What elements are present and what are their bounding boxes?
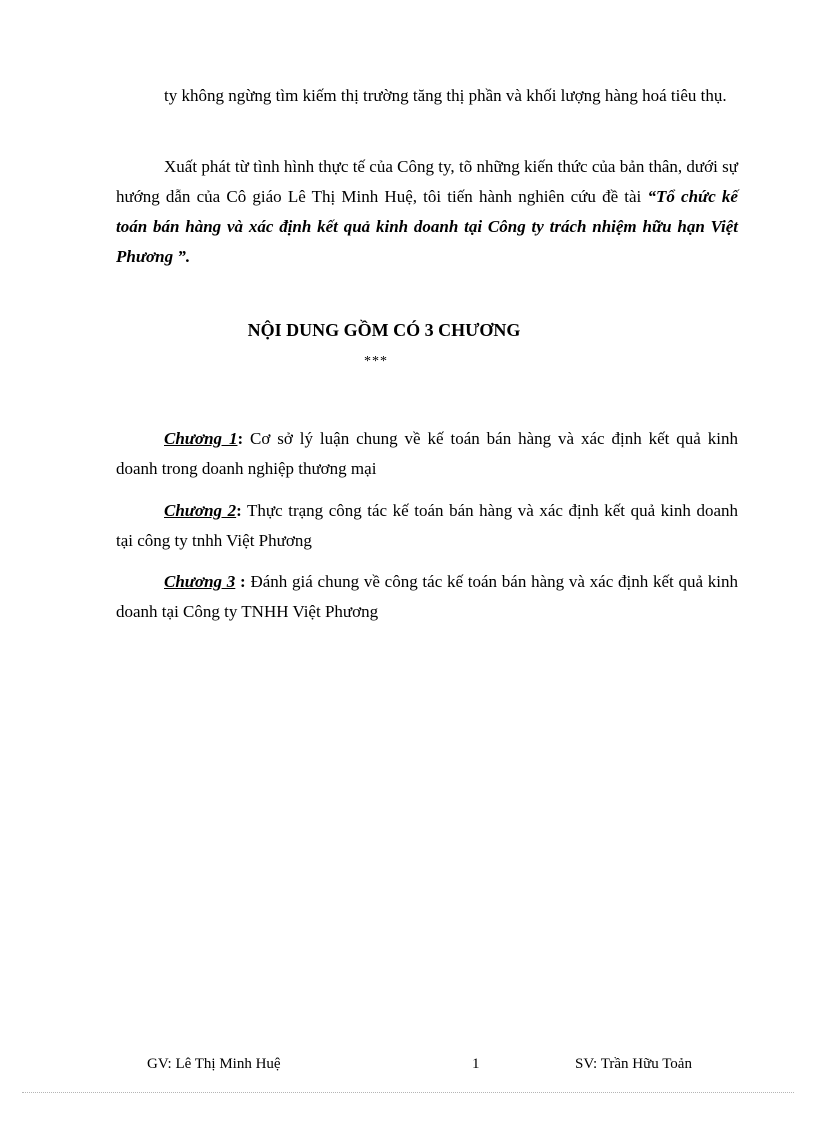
chapter-1-text: Cơ sở lý luận chung về kế toán bán hàng và xác định kết quả kinh doanh trong doanh nghiệp thương mại xyxy=(116,429,738,478)
chapter-2-text: Thực trạng công tác kế toán bán hàng và xác định kết quả kinh doanh tại công ty tnhh Việt Phương xyxy=(116,501,738,550)
section-heading xyxy=(116,316,636,344)
page-bottom-divider xyxy=(22,1092,794,1093)
body-paragraph-2 xyxy=(116,152,738,272)
paragraph-2-start: Xuất phát từ tình hình thực tế của Công ty, tõ những kiến thức của bản thân, dưới sự hướng dẫn của Cô giáo xyxy=(116,157,738,206)
separator-stars xyxy=(0,354,816,370)
footer-instructor: GV: Lê Thị Minh Huệ xyxy=(147,1056,281,1072)
chapter-1-item xyxy=(116,424,738,484)
chapter-3-text: Đánh giá chung về công tác kế toán bán hàng và xác định kết quả kinh doanh tại Công ty TNHH Việt Phương xyxy=(116,572,739,621)
chapter-2-item xyxy=(116,496,738,556)
body-paragraph-1 xyxy=(116,81,738,111)
chapter-2-label: Chương 2 xyxy=(164,501,237,520)
section-heading-text: NỘI DUNG GỒM CÓ 3 CHƯƠNG xyxy=(247,320,521,340)
chapter-1-colon: : xyxy=(237,429,244,448)
stars-text: *** xyxy=(364,354,388,369)
footer-page-number: 1 xyxy=(472,1056,480,1072)
paragraph-1-text: ty không ngừng tìm kiếm thị trường tăng thị phần và khối lượng hàng hoá tiêu thụ. xyxy=(164,86,727,105)
page-footer xyxy=(0,1056,816,1078)
chapter-2-colon: : xyxy=(236,501,242,520)
paragraph-2-mid: Lê Thị Minh Huệ, tôi tiến hành nghiên cứu đề tài xyxy=(281,187,648,206)
thesis-title: “Tổ chức kế toán bán hàng và xác định kết quả kinh doanh tại Công ty trách nhiệm hữu hạn Việt Phương ”. xyxy=(116,187,738,266)
chapter-1-label: Chương 1 xyxy=(164,429,238,448)
chapter-3-colon: : xyxy=(235,572,246,591)
chapter-3-item xyxy=(116,567,738,627)
footer-student: SV: Trần Hữu Toản xyxy=(575,1056,692,1072)
chapter-3-label: Chương 3 xyxy=(164,572,236,591)
